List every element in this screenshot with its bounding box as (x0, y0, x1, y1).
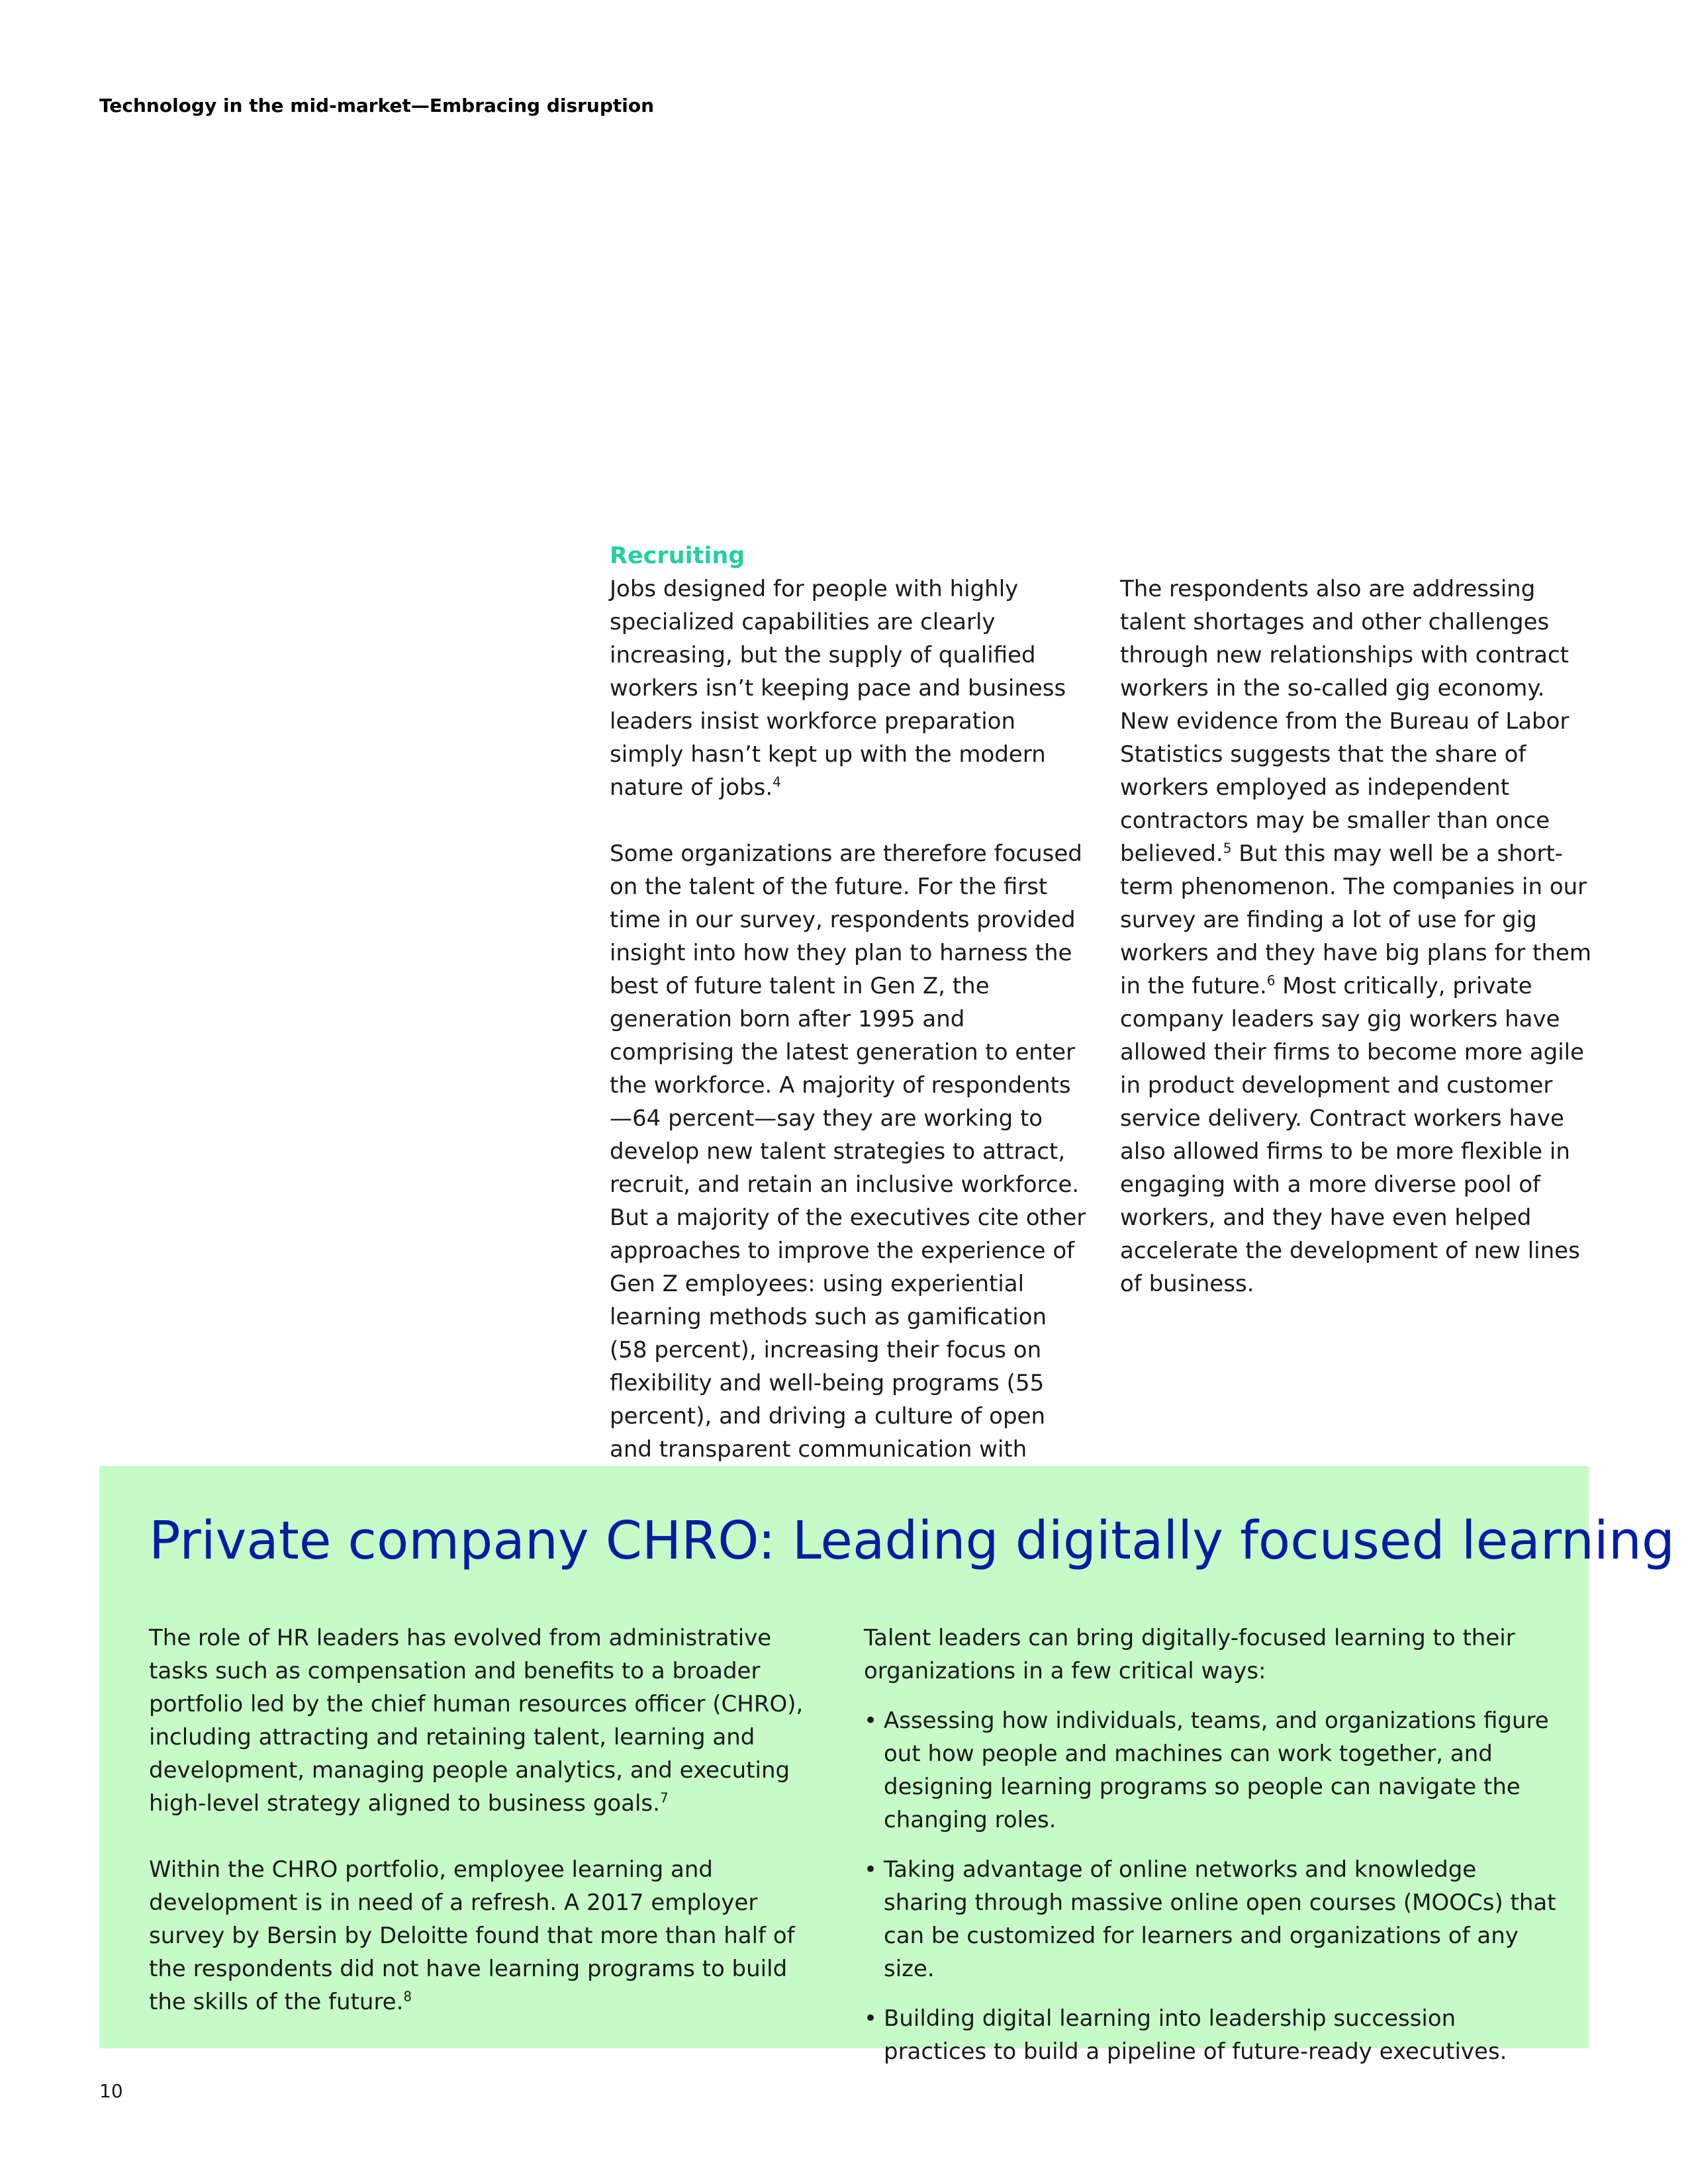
recruiting-left-column (610, 539, 1086, 1499)
callout-title: Private company CHRO: Leading digitally focused learning (149, 1510, 1675, 1571)
footnote-ref: 7 (659, 1790, 669, 1806)
footnote-ref: 4 (773, 774, 781, 790)
callout-paragraph-1 (149, 1621, 831, 1820)
list-item: • Building digital learning into leadership succession practices to build a pipeline of future-ready executives. (864, 2002, 1559, 2068)
paragraph-text: The role of HR leaders has evolved from administrative tasks such as compensation and benefits to a broader portfolio led by the chief human resources officer (CHRO), including attracting and retaining talent, learning and development, managing people analytics, and executing high-level strategy aligned to business goals. (149, 1625, 804, 1817)
paragraph-text: Most critically, private company leaders say gig workers have allowed their firms to become more agile in product development and customer service delivery. Contract workers have also allowed firms to be more flexible in engaging with a more diverse pool of workers, and they have even helped accelerate the development of new lines of business. (1120, 973, 1585, 1297)
footnote-ref: 6 (1266, 972, 1276, 989)
recruiting-right-column (1120, 572, 1597, 1300)
callout-right-column (864, 1621, 1559, 2068)
paragraph-text: Within the CHRO portfolio, employee learning and development is in need of a refresh. A 2017 employer survey by Bersin by Deloitte found that more than half of the respondents did not have learning programs to build the skills of the future. (149, 1856, 795, 2015)
footnote-ref: 5 (1223, 840, 1232, 856)
page-number: 10 (99, 2080, 123, 2102)
list-item: • Taking advantage of online networks and knowledge sharing through massive online open courses (MOOCs) that can be customized for learners and organizations of any size. (864, 1853, 1559, 1985)
callout-left-column (149, 1621, 831, 2019)
paragraph-text: Jobs designed for people with highly specialized capabilities are clearly increasing, but the supply of qualified workers isn’t keeping pace and business leaders insist workforce preparation simply hasn’t kept up with the modern nature of jobs. (610, 576, 1066, 801)
callout-intro: Talent leaders can bring digitally-focused learning to their organizations in a few critical ways: (864, 1625, 1515, 1684)
section-heading-recruiting: Recruiting (610, 543, 745, 569)
running-header: Technology in the mid-market—Embracing disruption (99, 95, 655, 116)
recruiting-paragraph-3 (1120, 572, 1597, 1300)
paragraph-text: But this may well be a short-term phenomenon. The companies in our survey are finding a lot of use for gig workers and they have big plans for them in the future. (1120, 841, 1592, 999)
callout-paragraph-2 (149, 1853, 831, 2019)
callout-bullet-list (864, 1704, 1559, 2068)
list-item: • Assessing how individuals, teams, and organizations figure out how people and machines can work together, and designing learning programs so people can navigate the changing roles. (864, 1704, 1559, 1837)
recruiting-paragraph-1 (610, 572, 1086, 804)
chro-callout-box (99, 1466, 1675, 2065)
footnote-ref: 8 (403, 1988, 412, 2005)
recruiting-paragraph-2: Some organizations are therefore focused on the talent of the future. For the first time in our survey, respondents provided insight into how they plan to harness the best of future talent in Gen Z, the generation born after 1995 and comprising the latest generation to enter the workforce. A majority of respondents—64 percent—say they are working to develop new talent strategies to attract, recruit, and retain an inclusive workforce. But a majority of the executives cite other approaches to improve the experience of Gen Z employees: using experiential learning methods such as gamification (58 percent), increasing their focus on flexibility and well-being programs (55 percent), and driving a culture of open and transparent communication with (610, 841, 1086, 1463)
paragraph-text: The respondents also are addressing talent shortages and other challenges through new relationships with contract workers in the so-called gig economy. New evidence from the Bureau of Labor Statistics suggests that the share of workers employed as independent contractors may be smaller than once believed. (1120, 576, 1570, 867)
